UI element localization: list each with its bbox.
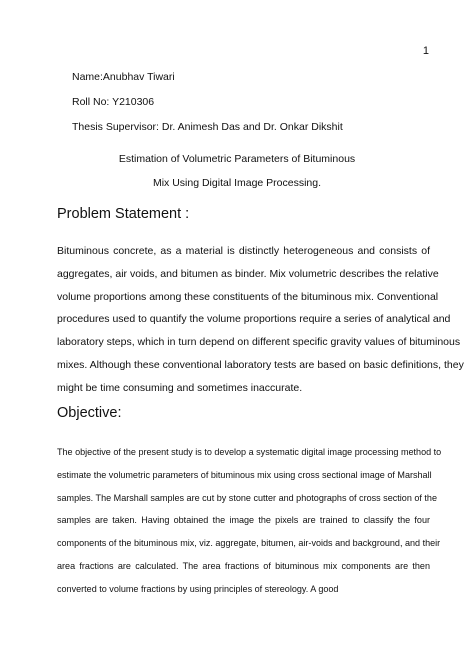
roll-number: Roll No: Y210306 <box>72 96 155 108</box>
problem-statement-paragraph <box>57 240 464 400</box>
paragraph-line: components of the bituminous mix, viz. aggregate, bitumen, air-voids and background, and their <box>57 538 441 549</box>
page-number: 1 <box>422 45 429 57</box>
paragraph-line: samples are taken. Having obtained the image the pixels are trained to classify the four <box>57 515 430 526</box>
paragraph-line: estimate the volumetric parameters of bituminous mix using cross sectional image of Marshall <box>57 469 432 480</box>
paragraph-line: might be time consuming and sometimes inaccurate. <box>57 381 303 394</box>
problem-statement-heading: Problem Statement : <box>57 206 190 222</box>
objective-heading: Objective: <box>57 405 122 421</box>
thesis-title-line-1: Estimation of Volumetric Parameters of Bituminous <box>118 153 356 165</box>
objective-paragraph <box>57 441 442 601</box>
author-name: Name:Anubhav Tiwari <box>72 71 175 83</box>
thesis-supervisor: Thesis Supervisor: Dr. Animesh Das and Dr. Onkar Dikshit <box>72 121 343 133</box>
paragraph-line: The objective of the present study is to develop a systematic digital image processing method to <box>57 447 442 457</box>
paragraph-line: laboratory steps, which in turn depend on different specific gravity values of bituminous <box>57 336 461 349</box>
paragraph-line: converted to volume fractions by using principles of stereology. A good <box>57 583 339 594</box>
paragraph-line: aggregates, air voids, and bitumen as binder. Mix volumetric describes the relative <box>57 267 439 280</box>
paragraph-line: mixes. Although these conventional laboratory tests are based on basic definitions, they <box>57 358 464 371</box>
paragraph-line: volume proportions among these constituents of the bituminous mix. Conventional <box>57 290 439 303</box>
paragraph-line: area fractions are calculated. The area fractions of bituminous mix components are then <box>57 560 430 571</box>
paragraph-line: procedures used to quantify the volume proportions require a series of analytical and <box>57 313 451 326</box>
paragraph-line: samples. The Marshall samples are cut by stone cutter and photographs of cross section of the <box>57 492 438 503</box>
paragraph-line: Bituminous concrete, as a material is distinctly heterogeneous and consists of <box>57 245 430 257</box>
thesis-title-line-2: Mix Using Digital Image Processing. <box>152 177 322 189</box>
